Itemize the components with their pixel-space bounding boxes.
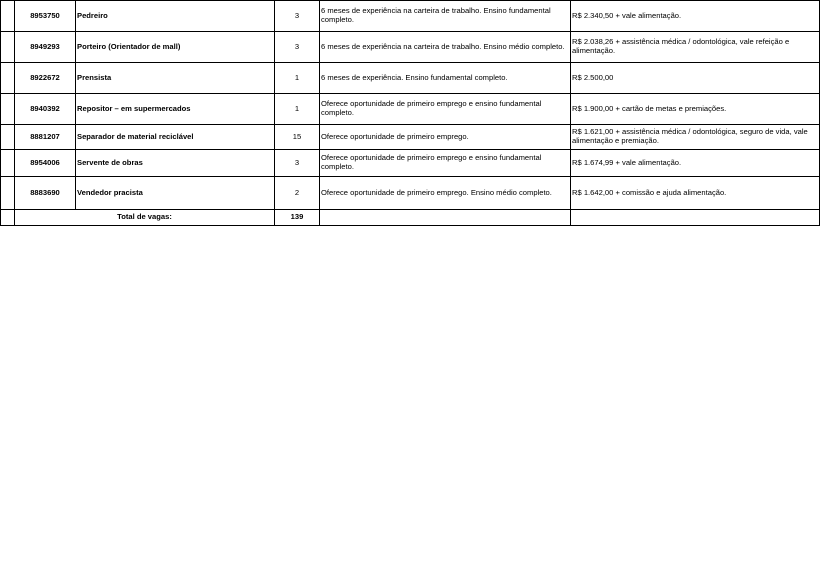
table-row	[1, 63, 820, 94]
row-margin-cell	[1, 150, 15, 177]
table-row	[1, 177, 820, 210]
table-row	[1, 150, 820, 177]
job-title: Prensista	[76, 63, 275, 94]
job-salary: R$ 1.900,00 + cartão de metas e premiações.	[571, 94, 820, 125]
job-title: Separador de material reciclável	[76, 125, 275, 150]
job-code: 8953750	[15, 1, 76, 32]
job-requirements: 6 meses de experiência na carteira de trabalho. Ensino fundamental completo.	[320, 1, 571, 32]
empty-cell	[320, 210, 571, 226]
job-requirements: Oferece oportunidade de primeiro emprego e ensino fundamental completo.	[320, 150, 571, 177]
total-row	[1, 210, 820, 226]
vacancy-count: 3	[275, 1, 320, 32]
row-margin-cell	[1, 94, 15, 125]
vacancy-count: 15	[275, 125, 320, 150]
job-requirements: 6 meses de experiência. Ensino fundamental completo.	[320, 63, 571, 94]
job-title: Servente de obras	[76, 150, 275, 177]
job-code: 8922672	[15, 63, 76, 94]
job-title: Repositor – em supermercados	[76, 94, 275, 125]
job-salary: R$ 1.642,00 + comissão e ajuda alimentação.	[571, 177, 820, 210]
job-code: 8881207	[15, 125, 76, 150]
job-code: 8940392	[15, 94, 76, 125]
vacancy-count: 3	[275, 150, 320, 177]
job-code: 8949293	[15, 32, 76, 63]
job-salary: R$ 2.500,00	[571, 63, 820, 94]
total-label: Total de vagas:	[15, 210, 275, 226]
job-title: Pedreiro	[76, 1, 275, 32]
row-margin-cell	[1, 1, 15, 32]
row-margin-cell	[1, 32, 15, 63]
total-vacancies: 139	[275, 210, 320, 226]
job-requirements: Oferece oportunidade de primeiro emprego.	[320, 125, 571, 150]
vacancy-count: 1	[275, 63, 320, 94]
row-margin-cell	[1, 177, 15, 210]
row-margin-cell	[1, 63, 15, 94]
job-requirements: Oferece oportunidade de primeiro emprego e ensino fundamental completo.	[320, 94, 571, 125]
table-row	[1, 32, 820, 63]
vacancy-count: 2	[275, 177, 320, 210]
job-vacancies-table	[0, 0, 820, 226]
row-margin-cell	[1, 125, 15, 150]
job-title: Porteiro (Orientador de mall)	[76, 32, 275, 63]
job-title: Vendedor pracista	[76, 177, 275, 210]
row-margin-cell	[1, 210, 15, 226]
job-salary: R$ 2.038,26 + assistência médica / odontológica, vale refeição e alimentação.	[571, 32, 820, 63]
job-salary: R$ 1.621,00 + assistência médica / odontológica, seguro de vida, vale alimentação e premiação.	[571, 125, 820, 150]
table-row	[1, 1, 820, 32]
vacancy-count: 3	[275, 32, 320, 63]
table-row	[1, 125, 820, 150]
job-code: 8954006	[15, 150, 76, 177]
empty-cell	[571, 210, 820, 226]
job-requirements: 6 meses de experiência na carteira de trabalho. Ensino médio completo.	[320, 32, 571, 63]
job-requirements: Oferece oportunidade de primeiro emprego. Ensino médio completo.	[320, 177, 571, 210]
vacancy-count: 1	[275, 94, 320, 125]
table-row	[1, 94, 820, 125]
job-code: 8883690	[15, 177, 76, 210]
job-salary: R$ 2.340,50 + vale alimentação.	[571, 1, 820, 32]
job-salary: R$ 1.674,99 + vale alimentação.	[571, 150, 820, 177]
